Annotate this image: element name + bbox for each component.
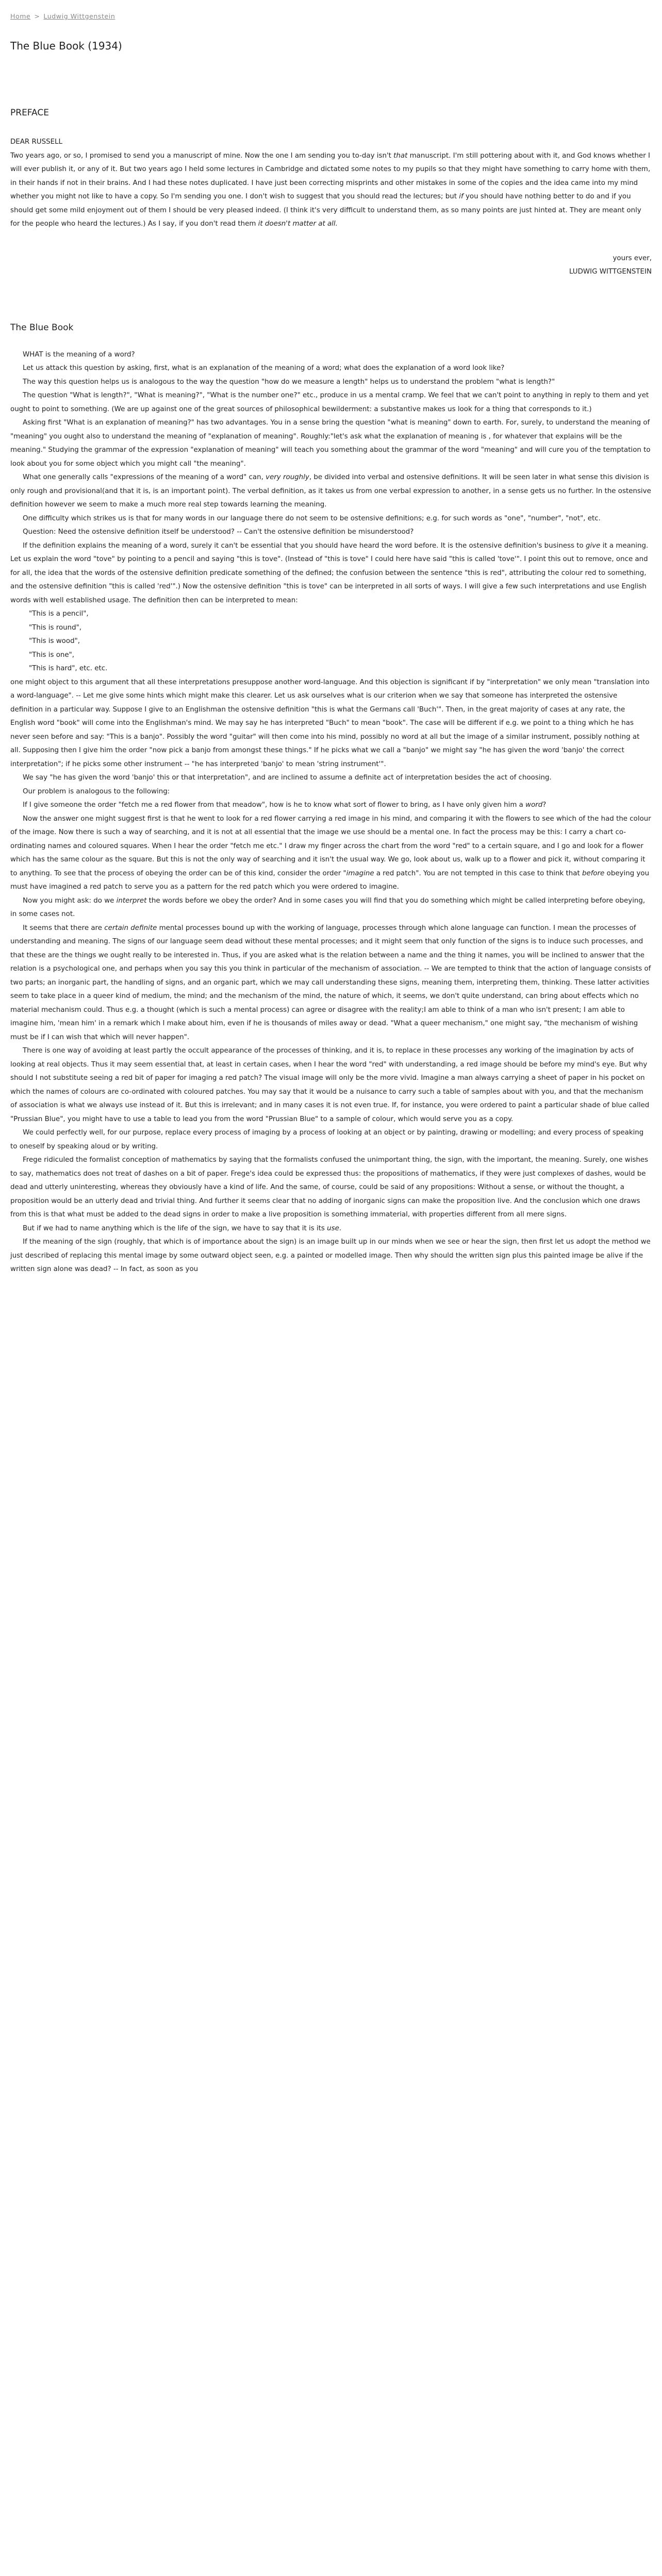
breadcrumb [10,12,652,20]
list-item: "This is wood", [29,637,80,645]
paragraph: If I give someone the order "fetch me a red flower from that meadow", how is he to know what sort of flower to bring, as I have only given him a word? [23,801,547,809]
paragraph: Now you might ask: do we interpret the words before we obey the order? And in some cases you will find that you do something which might be called interpreting before obeying, in some cases not. [10,896,646,918]
paragraph: What one generally calls "expressions of the meaning of a word" can, very roughly, be divided into verbal and ostensive definitions. It will be seen later in what sense this division is only rough and provisional(and that it is, is an important point). The verbal definition, as it takes us from one verbal expression to another, in a sense gets us no further. In the ostensive definition however we seem to make a much more real step towards learning the meaning. [10,473,651,509]
paragraph: If the meaning of the sign (roughly, that which is of importance about the sign) is an image built up in our minds when we see or hear the sign, then first let us adopt the method we just described of replacing this mental image by some outward object seen, e.g. a painted or modelled image. Then why should the written sign plus this painted image be alive if the written sign alone was dead? -- In fact, as soon as you [10,1238,651,1273]
breadcrumb-separator: > [34,12,40,20]
paragraph: We say "he has given the word 'banjo' this or that interpretation", and are inclined to assume a definite act of interpretation besides the act of choosing. [23,774,552,782]
list-item: "This is round", [29,623,82,632]
paragraph: WHAT is the meaning of a word? [23,350,135,359]
preface-section [10,135,652,279]
paragraph: Question: Need the ostensive definition itself be understood? -- Can't the ostensive definition be misunderstood? [23,528,414,536]
paragraph: But if we had to name anything which is the life of the sign, we have to say that it is its use. [23,1224,342,1232]
breadcrumb-author-link[interactable]: Ludwig Wittgenstein [43,12,115,20]
paragraph: The question "What is length?", "What is meaning?", "What is the number one?" etc., produce in us a mental cramp. We feel that we can't point to anything in reply to them and yet ought to point to something. (We are up against one of the great sources of philosophical bewilderment: a substantive makes us look for a thing that corresponds to it.) [10,392,649,413]
preface-salutation: DEAR RUSSELL [10,138,62,146]
paragraph: The way this question helps us is analogous to the way the question "how do we measure a length" helps us to understand the problem "what is length?" [23,378,555,386]
paragraph: Our problem is analogous to the following: [23,787,170,795]
paragraph: Let us attack this question by asking, first, what is an explanation of the meaning of a word; what does the explanation of a word look like? [23,364,505,372]
preface-letter-body: Two years ago, or so, I promised to send you a manuscript of mine. Now the one I am sending you to-day isn't that manuscript. I'm still pottering about with it, and God knows whether I will ever publish it, or any of it. But two years ago I held some lectures in Cambridge and dictated some notes to my pupils so that they might have something to carry home with them, in their hands if not in their brains. And I had these notes duplicated. I have just been correcting misprints and other mistakes in some of the copies and the idea came into my mind whether you might not like to have a copy. So I'm sending you one. I don't wish to suggest that you should read the lectures; but if you should have nothing better to do and if you should get some mild enjoyment out of them I should be very pleased indeed. (I think it's very difficult to understand them, as so many points are just hinted at. They are meant only for the people who heard the lectures.) As I say, if you don't read them it doesn't matter at all. [10,151,651,228]
list-item: "This is hard", etc. etc. [29,665,108,672]
paragraph: If the definition explains the meaning of a word, surely it can't be essential that you should have heard the word before. It is the ostensive definition's business to give it a meaning. Let us explain the word "tove" by pointing to a pencil and saying "this is tove". (Instead of "this is tove" I could here have said "this is called 'tove'". I point this out to remove, once and for all, the idea that the words of the ostensive definition predicate something of the defined; the confusion between the sentence "this is red", attributing the colour red to something, and the ostensive definition "this is called 'red'".) Now the ostensive definition "this is tove" can be interpreted in all sorts of ways. I will give a few such interpretations and use English words with well established usage. The definition then can be interpreted to mean: [10,541,649,604]
paragraph: Frege ridiculed the formalist conception of mathematics by saying that the formalists confused the unimportant thing, the sign, with the important, the meaning. Surely, one wishes to say, mathematics does not treat of dashes on a bit of paper. Frege's idea could be expressed thus: the propositions of mathematics, if they were just complexes of dashes, would be dead and utterly uninteresting, whereas they obviously have a kind of life. And the same, of course, could be said of any propositions: Without a sense, or without the thought, a proposition would be an utterly dead and trivial thing. And further it seems clear that no adding of inorganic signs can make the proposition live. And the conclusion which one draws from this is that what must be added to the dead signs in order to make a live proposition is something immaterial, with properties different from all mere signs. [10,1156,649,1218]
paragraph: It seems that there are certain definite mental processes bound up with the working of language, processes through which alone language can function. I mean the processes of understanding and meaning. The signs of our language seem dead without these mental processes; and it might seem that only function of the signs is to induce such processes, and that these are the things we ought really to be interested in. Thus, if you are asked what is the relation between a name and the thing it names, you will be inclined to answer that the relation is a psychological one, and perhaps when you say this you think in particular of the mechanism of association. -- We are tempted to think that the action of language consists of two parts; an inorganic part, the handling of signs, and an organic part, which we may call understanding these signs, meaning them, interpreting them, thinking. These latter activities seem to take place in a queer kind of medium, the mind; and the mechanism of the mind, the nature of which, it seems, we don't quite understand, can bring about effects which no material mechanism could. Thus e.g. a thought (which is such a mental process) can agree or disagree with the reality;I am able to think of a man who isn't present; I am able to imagine him, 'mean him' in a remark which I make about him, even if he is thousands of miles away or dead. "What a queer mechanism," one might say, "the mechanism of wishing must be if I can wish that which will never happen". [10,924,651,1041]
blue-book-heading: The Blue Book [10,322,74,333]
preface-signoff [10,252,652,279]
paragraph: There is one way of avoiding at least partly the occult appearance of the processes of thinking, and it is, to replace in these processes any working of the imagination by acts of looking at real objects. Thus it may seem essential that, at least in certain cases, when I hear the word "red" with understanding, a red image should be before my mind's eye. But why should I not substitute seeing a red bit of paper for imaging a red patch? The visual image will only be the more vivid. Imagine a man always carrying a sheet of paper in his pocket on which the names of colours are co-ordinated with coloured patches. You may say that it would be a nuisance to carry such a table of samples about with you, and that the mechanism of association is what we always use instead of it. But this is irrelevant; and in many cases it is not even true. If, for instance, you were ordered to paint a particular shade of blue called "Prussian Blue", you might have to use a table to lead you from the word "Prussian Blue" to a sample of colour, which would serve you as a copy. [10,1047,650,1123]
preface-signature: LUDWIG WITTGENSTEIN [569,268,652,276]
paragraph: One difficulty which strikes us is that for many words in our language there do not seem to be ostensive definitions; e.g. for such words as "one", "number", "not", etc. [23,514,601,522]
paragraph: Now the answer one might suggest first is that he went to look for a red flower carrying a red image in his mind, and comparing it with the flowers to see which of the had the colour of the image. Now there is such a way of searching, and it is not at all essential that the image we use should be a mental one. In fact the process may be this: I carry a chart co-ordinating names and coloured squares. When I hear the order "fetch me etc." I draw my finger across the chart from the word "red" to a certain square, and I go and look for a flower which has the same colour as the square. But this is not the only way of searching and it isn't the usual way. We go, look about us, walk up to a flower and pick it, without comparing it to anything. To see that the process of obeying the order can be of this kind, consider the order "imagine a red patch". You are not tempted in this case to think that before obeying you must have imagined a red patch to serve you as a pattern for the red patch which you were ordered to imagine. [10,815,651,891]
paragraph: one might object to this argument that all these interpretations presuppose another word-language. And this objection is significant if by "interpretation" we only mean "translation into a word-language". -- Let me give some hints which might make this clearer. Let us ask ourselves what is our criterion when we say that someone has interpreted the ostensive definition in a particular way. Suppose I give to an Englishman the ostensive definition "this is what the Germans call 'Buch'". Then, in the great majority of cases at any rate, the English word "book" will come into the Englishman's mind. We may say he has interpreted "Buch" to mean "book". The case will be different if e.g. we point to a thing which he has never seen before and say: "This is a banjo". Possibly the word "guitar" will then come into his mind, possibly no word at all but the image of a similar instrument, possibly nothing at all. Supposing then I give him the order "now pick a banjo from amongst these things." If he picks what we call a "banjo" we might say "he has given the word 'banjo' the correct interpretation"; if he picks some other instrument -- "he has interpreted 'banjo' to mean 'string instrument'". [10,678,650,768]
paragraph: Asking first "What is an explanation of meaning?" has two advantages. You in a sense bring the question "what is meaning" down to earth. For, surely, to understand the meaning of "meaning" you ought also to understand the meaning of "explanation of meaning". Roughly:"let's ask what the explanation of meaning is , for whatever that explains will be the meaning." Studying the grammar of the expression "explanation of meaning" will teach you something about the grammar of the word "meaning" and will cure you of the temptation to look about you for some object which you might call "the meaning". [10,419,651,468]
paragraph: We could perfectly well, for our purpose, replace every process of imaging by a process of looking at an object or by painting, drawing or modelling; and every process of speaking to oneself by speaking aloud or by writing. [10,1129,644,1150]
page [0,0,662,1277]
list-item: "This is one", [29,651,75,659]
list-item: "This is a pencil", [29,610,89,618]
breadcrumb-home-link[interactable]: Home [10,12,31,20]
blue-book-section [10,348,652,1277]
preface-heading: PREFACE [10,108,49,118]
preface-closing: yours ever, [613,254,652,262]
page-title: The Blue Book (1934) [10,40,122,52]
